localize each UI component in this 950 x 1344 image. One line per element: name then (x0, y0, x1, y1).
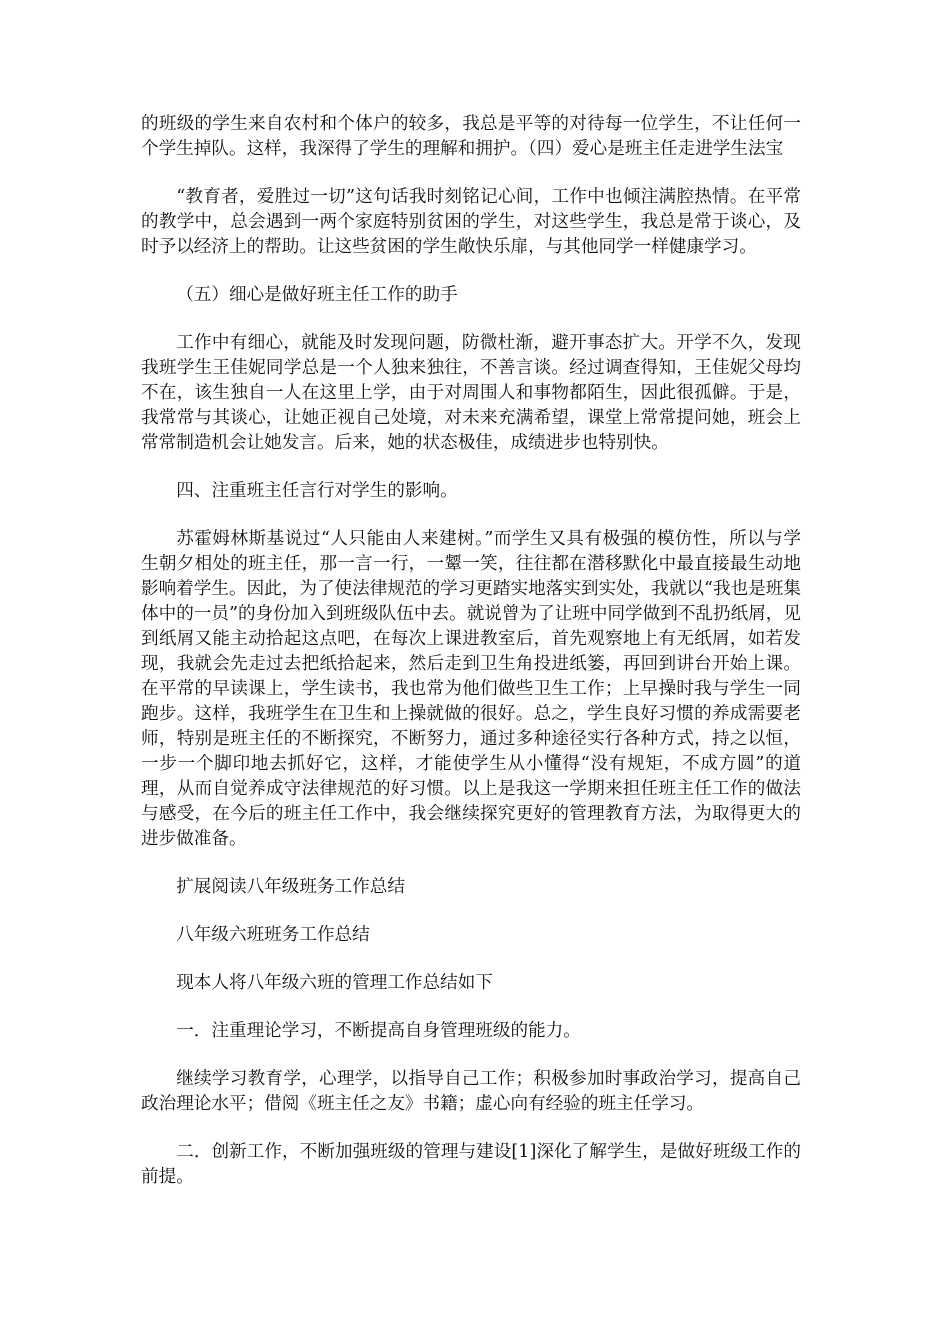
paragraph-4: 苏霍姆林斯基说过“人只能由人来建树。”而学生又具有极强的模仿性，所以与学生朝夕相处的班主任，那一言一行，一颦一笑，往往都在潜移默化中最直接最生动地影响着学生。因此，为了使法律规范的学习更踏实地落实到实处，我就以“我也是班集体中的一员”的身份加入到班级队伍中去。就说曾为了让班中同学做到不乱扔纸屑，见到纸屑又能主动拾起这点吧，在每次上课进教室后，首先观察地上有无纸屑，如若发现，我就会先走过去把纸拾起来，然后走到卫生角投进纸篓，再回到讲台开始上课。在平常的早读课上，学生读书，我也常为他们做些卫生工作；上早操时我与学生一同跑步。这样，我班学生在卫生和上操就做的很好。总之，学生良好习惯的养成需要老师，特别是班主任的不断探究，不断努力，通过多种途径实行各种方式，持之以恒，一步一个脚印地去抓好它，这样，才能使学生从小懂得“没有规矩，不成方圆”的道理，从而自觉养成守法律规范的好习惯。以上是我这一学期来担任班主任工作的做法与感受，在今后的班主任工作中，我会继续探究更好的管理教育方法，为取得更大的进步做准备。 (141, 529, 801, 849)
paragraph-5: 继续学习教育学，心理学，以指导自己工作；积极参加时事政治学习，提高自己政治理论水平；借阅《班主任之友》书籍；虚心向有经验的班主任学习。 (141, 1069, 801, 1114)
section-heading-1: 一．注重理论学习，不断提高自身管理班级的能力。 (176, 1021, 581, 1041)
intro-line: 现本人将八年级六班的管理工作总结如下 (176, 973, 493, 993)
paragraph-2: “教育者，爱胜过一切”这句话我时刻铭记心间，工作中也倾注满腔热情。在平常的教学中，总会遇到一两个家庭特别贫困的学生，对这些学生，我总是常于谈心，及时予以经济上的帮助。让这些贫困的学生敞快乐扉，与其他同学一样健康学习。 (141, 187, 801, 257)
extended-reading-heading: 扩展阅读八年级班务工作总结 (176, 877, 405, 897)
section-heading-2: 二．创新工作，不断加强班级的管理与建设[1]深化了解学生，是做好班级工作的前提。 (141, 1142, 801, 1187)
section-heading-5: （五）细心是做好班主任工作的助手 (176, 285, 458, 305)
paragraph-1: 的班级的学生来自农村和个体户的较多，我总是平等的对待每一位学生，不让任何一个学生掉队。这样，我深得了学生的理解和拥护。（四）爱心是班主任走进学生法宝 (141, 114, 801, 159)
summary-title: 八年级六班班务工作总结 (176, 925, 370, 945)
paragraph-3: 工作中有细心，就能及时发现问题，防微杜渐，避开事态扩大。开学不久，发现我班学生王佳妮同学总是一个人独来独往，不善言谈。经过调查得知，王佳妮父母均不在，该生独自一人在这里上学，由于对周围人和事物都陌生，因此很孤僻。于是，我常常与其谈心，让她正视自己处境，对未来充满希望，课堂上常常提问她，班会上常常制造机会让她发言。后来，她的状态极佳，成绩进步也特别快。 (141, 333, 801, 453)
document-page (141, 112, 801, 1213)
section-heading-4: 四、注重班主任言行对学生的影响。 (176, 481, 458, 501)
